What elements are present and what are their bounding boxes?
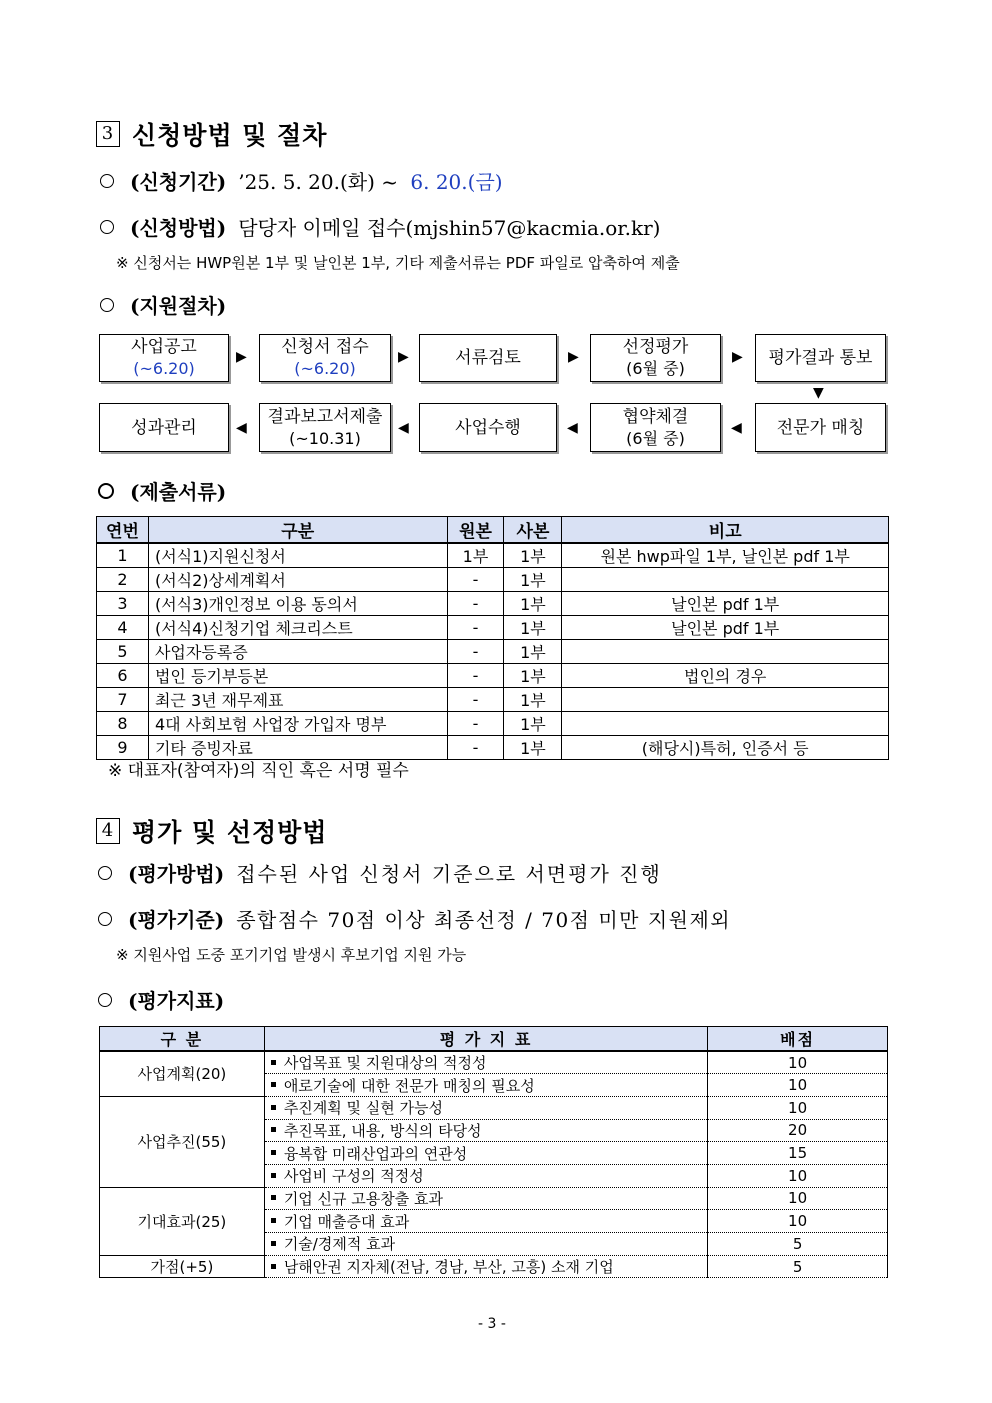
cell-indicator: [264, 1096, 707, 1119]
indicator-text: 사업비 구성의 적정성: [283, 1167, 424, 1186]
cell-indicator: [264, 1233, 707, 1256]
flow-step-performance-mgmt: [99, 403, 229, 452]
cell-category: (서식2)상세계획서: [148, 568, 447, 592]
page-number: - 3 -: [478, 1316, 506, 1332]
cell-remarks: (해당시)특허, 인증서 등: [562, 736, 889, 760]
cell-remarks: [562, 640, 889, 664]
cell-remarks: [562, 688, 889, 712]
flow-sub: (~6.20): [294, 359, 356, 378]
cell-copy: 1부: [504, 664, 562, 688]
flow-step-application: [259, 334, 391, 382]
cell-remarks: 날인본 pdf 1부: [562, 616, 889, 640]
indicator-text: 사업목표 및 지원대상의 적정성: [283, 1054, 487, 1073]
section-number: 4: [96, 818, 120, 844]
cell-original: 1부: [447, 543, 504, 568]
header-category: 구분: [148, 517, 447, 544]
arrow-right-icon: ▶: [568, 349, 579, 365]
cell-copy: 1부: [504, 640, 562, 664]
section-title: 신청방법 및 절차: [132, 121, 328, 150]
cell-indicator: [264, 1074, 707, 1097]
arrow-left-icon: ◀: [567, 420, 578, 436]
cell-copy: 1부: [504, 736, 562, 760]
square-bullet-icon: [271, 1264, 276, 1269]
section-number: 3: [96, 121, 120, 147]
period-deadline: 6. 20.(금): [410, 170, 503, 194]
flow-sub: (6월 중): [626, 359, 685, 378]
flow-title: 신청서 접수: [281, 337, 369, 357]
flow-title: 사업수행: [455, 417, 521, 438]
section3-heading: [96, 116, 327, 152]
method-note: ※ 신청서는 HWP원본 1부 및 날인본 1부, 기타 제출서류는 PDF 파일로 압축하여 제출: [116, 254, 680, 272]
table-row: [97, 688, 889, 712]
criteria-note: ※ 지원사업 도중 포기기업 발생시 후보기업 지원 가능: [116, 946, 467, 964]
circle-bullet-icon: [100, 174, 114, 188]
cell-score: 10: [708, 1164, 888, 1187]
eval-method-label: (평가방법): [128, 862, 225, 886]
indicator-text: 애로기술에 대한 전문가 매칭의 필요성: [283, 1076, 535, 1095]
arrow-left-icon: ◀: [236, 420, 247, 436]
square-bullet-icon: [271, 1218, 276, 1223]
flow-title: 서류검토: [455, 348, 521, 368]
flow-title: 선정평가: [622, 337, 689, 357]
indicator-text: 기업 신규 고용창출 효과: [283, 1189, 444, 1208]
cell-original: -: [447, 592, 504, 616]
circle-bullet-icon: [98, 993, 112, 1007]
square-bullet-icon: [271, 1241, 276, 1246]
flow-title: 전문가 매칭: [776, 417, 865, 438]
cell-original: -: [447, 568, 504, 592]
cell-no: 6: [97, 664, 149, 688]
procedure-heading: [100, 290, 238, 319]
docs-label: (제출서류): [130, 480, 227, 504]
cell-no: 2: [97, 568, 149, 592]
header-original: 원본: [447, 517, 504, 544]
cell-indicator: [264, 1255, 707, 1278]
docs-note: ※ 대표자(참여자)의 직인 혹은 서명 필수: [108, 761, 409, 781]
indicator-text: 추진계획 및 실현 가능성: [283, 1099, 444, 1118]
cell-remarks: 법인의 경우: [562, 664, 889, 688]
cell-copy: 1부: [504, 592, 562, 616]
header-no: 연번: [97, 517, 149, 544]
eval-criteria: [98, 904, 731, 933]
table-row: [100, 1187, 888, 1210]
flow-step-announcement: [99, 334, 229, 382]
cell-score: 10: [708, 1187, 888, 1210]
application-method: [100, 212, 660, 241]
eval-method: [98, 858, 662, 887]
period-start: ’25. 5. 20.(화) ~: [238, 170, 405, 194]
submission-docs-table: [96, 516, 889, 760]
table-row: [97, 664, 889, 688]
square-bullet-icon: [271, 1150, 276, 1155]
flow-step-final-report: [259, 403, 391, 452]
cell-original: -: [447, 688, 504, 712]
circle-bullet-icon: [100, 220, 114, 234]
flow-step-project-execution: [419, 403, 557, 452]
cell-no: 7: [97, 688, 149, 712]
eval-criteria-label: (평가기준): [128, 908, 225, 932]
cell-original: -: [447, 736, 504, 760]
period-label: (신청기간): [130, 170, 227, 194]
indicator-text: 융복합 미래산업과의 연관성: [283, 1144, 468, 1163]
table-header-row: [100, 1027, 888, 1052]
cell-category: 4대 사회보험 사업장 가입자 명부: [148, 712, 447, 736]
header-copy: 사본: [504, 517, 562, 544]
flow-step-selection-eval: [590, 334, 721, 382]
cell-category: 사업계획(20): [100, 1051, 265, 1096]
cell-category: 사업자등록증: [148, 640, 447, 664]
table-row: [97, 592, 889, 616]
square-bullet-icon: [271, 1105, 276, 1110]
cell-no: 4: [97, 616, 149, 640]
cell-remarks: [562, 712, 889, 736]
circle-bullet-icon: [100, 298, 114, 312]
cell-copy: 1부: [504, 712, 562, 736]
method-label: (신청방법): [130, 216, 227, 240]
header-indicator: 평 가 지 표: [264, 1027, 707, 1052]
indicator-text: 기술/경제적 효과: [283, 1235, 396, 1254]
cell-category: 법인 등기부등본: [148, 664, 447, 688]
table-row: [97, 640, 889, 664]
flow-step-result-notice: [755, 334, 886, 382]
flow-title: 성과관리: [131, 417, 197, 438]
cell-category: (서식3)개인정보 이용 동의서: [148, 592, 447, 616]
table-row: [100, 1255, 888, 1278]
circle-bullet-icon: [98, 912, 112, 926]
cell-indicator: [264, 1164, 707, 1187]
cell-no: 9: [97, 736, 149, 760]
flow-title: 평가결과 통보: [768, 348, 873, 368]
table-row: [97, 616, 889, 640]
cell-remarks: 원본 hwp파일 1부, 날인본 pdf 1부: [562, 543, 889, 568]
table-row: [97, 568, 889, 592]
flow-title: 결과보고서제출: [267, 406, 383, 427]
flow-sub: (~6.20): [133, 359, 195, 378]
cell-category: 가점(+5): [100, 1255, 265, 1278]
cell-category: 기타 증빙자료: [148, 736, 447, 760]
cell-category: 사업추진(55): [100, 1096, 265, 1187]
cell-score: 10: [708, 1210, 888, 1233]
flow-title: 협약체결: [622, 406, 689, 427]
arrow-left-icon: ◀: [398, 420, 409, 436]
indicator-text: 남해안권 지자체(전남, 경남, 부산, 고흥) 소재 기업: [283, 1258, 614, 1277]
evaluation-indicator-table: [99, 1026, 888, 1278]
header-score: 배점: [708, 1027, 888, 1052]
cell-no: 3: [97, 592, 149, 616]
flow-step-agreement: [590, 403, 721, 452]
flow-title: 사업공고: [131, 337, 197, 357]
square-bullet-icon: [271, 1060, 276, 1065]
cell-indicator: [264, 1210, 707, 1233]
cell-score: 5: [708, 1255, 888, 1278]
table-row: [100, 1051, 888, 1074]
cell-original: -: [447, 640, 504, 664]
section4-heading: [96, 813, 327, 849]
square-bullet-icon: [271, 1082, 276, 1087]
cell-category: (서식4)신청기업 체크리스트: [148, 616, 447, 640]
procedure-label: (지원절차): [130, 294, 227, 318]
cell-no: 8: [97, 712, 149, 736]
cell-score: 10: [708, 1096, 888, 1119]
table-row: [100, 1096, 888, 1119]
arrow-left-icon: ◀: [731, 420, 742, 436]
eval-method-text: 접수된 사업 신청서 기준으로 서면평가 진행: [236, 862, 662, 886]
indicator-heading: [98, 985, 236, 1014]
cell-original: -: [447, 664, 504, 688]
header-category: 구 분: [100, 1027, 265, 1052]
cell-copy: 1부: [504, 616, 562, 640]
cell-no: 5: [97, 640, 149, 664]
arrow-right-icon: ▶: [398, 349, 409, 365]
eval-criteria-text: 종합점수 70점 이상 최종선정 / 70점 미만 지원제외: [236, 908, 732, 932]
circle-bullet-icon: [98, 866, 112, 880]
cell-score: 5: [708, 1233, 888, 1256]
cell-original: -: [447, 616, 504, 640]
indicator-text: 기업 매출증대 효과: [283, 1212, 410, 1231]
cell-category: 최근 3년 재무제표: [148, 688, 447, 712]
table-row: [97, 712, 889, 736]
flow-sub: (6월 중): [626, 428, 685, 448]
cell-no: 1: [97, 543, 149, 568]
arrow-right-icon: ▶: [732, 349, 743, 365]
indicator-label: (평가지표): [128, 989, 225, 1013]
cell-score: 10: [708, 1051, 888, 1074]
circle-bullet-icon: [98, 483, 114, 499]
method-text: 담당자 이메일 접수(mjshin57@kacmia.or.kr): [238, 216, 661, 240]
cell-score: 20: [708, 1119, 888, 1142]
application-period: [100, 166, 503, 195]
cell-score: 15: [708, 1142, 888, 1165]
cell-category: 기대효과(25): [100, 1187, 265, 1255]
square-bullet-icon: [271, 1127, 276, 1132]
arrow-right-icon: ▶: [236, 349, 247, 365]
cell-copy: 1부: [504, 568, 562, 592]
cell-score: 10: [708, 1074, 888, 1097]
cell-indicator: [264, 1051, 707, 1074]
square-bullet-icon: [271, 1173, 276, 1178]
table-header-row: [97, 517, 889, 544]
square-bullet-icon: [271, 1195, 276, 1200]
flow-step-expert-matching: [755, 403, 886, 452]
cell-copy: 1부: [504, 543, 562, 568]
cell-indicator: [264, 1187, 707, 1210]
section-title: 평가 및 선정방법: [132, 818, 328, 847]
header-remarks: 비고: [562, 517, 889, 544]
flow-step-document-review: [419, 334, 557, 382]
cell-indicator: [264, 1142, 707, 1165]
cell-original: -: [447, 712, 504, 736]
cell-remarks: 날인본 pdf 1부: [562, 592, 889, 616]
docs-heading: [98, 476, 238, 505]
cell-indicator: [264, 1119, 707, 1142]
indicator-text: 추진목표, 내용, 방식의 타당성: [283, 1121, 482, 1140]
cell-category: (서식1)지원신청서: [148, 543, 447, 568]
flow-sub: (~10.31): [289, 428, 361, 448]
arrow-down-icon: ▼: [813, 385, 824, 401]
table-row: [97, 543, 889, 568]
cell-copy: 1부: [504, 688, 562, 712]
cell-remarks: [562, 568, 889, 592]
